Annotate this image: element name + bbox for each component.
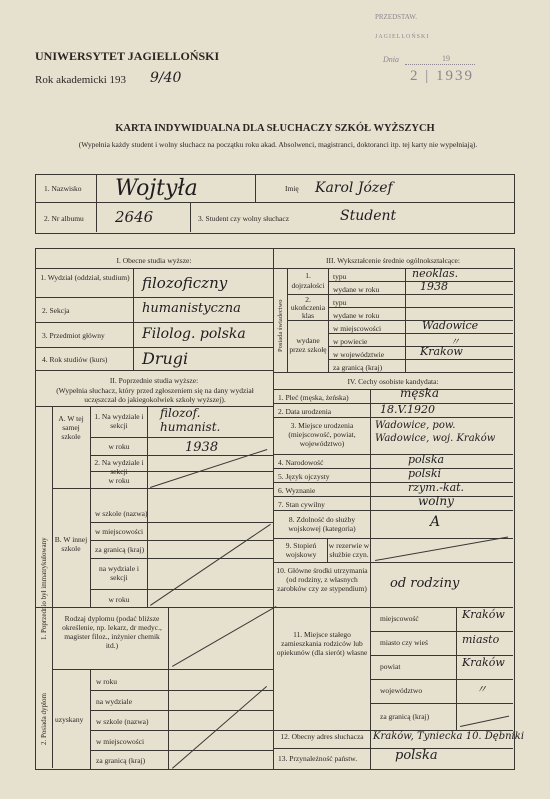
s4-r8-label: 8. Zdolność do służby wojskowej (kategoria): [288, 515, 356, 533]
s4-r10-value: od rodziny: [390, 576, 460, 591]
s1-row4-label: 4. Rok studiów (kurs): [42, 355, 108, 364]
status-label: 3. Student czy wolny słuchacz: [198, 214, 290, 223]
firstname-label: Imię: [285, 184, 299, 193]
s4-r11-label: 11. Miejsce stałego zamieszkania rodziców lub opiekunów (dla sierót) własne: [276, 630, 368, 657]
s4-res-col: [456, 607, 457, 730]
s4-r6-value: rzym.-kat.: [408, 481, 465, 494]
s2-b-line4: [90, 589, 273, 590]
s3-r5-label: w miejscowości: [333, 324, 382, 333]
stamp-line: [405, 64, 475, 65]
form-note: (Wypełnia każdy student i wolny słuchacz na początku roku akad. Absolwenci, magistranci, doktoranci itp. tej karty nie wypełniają).: [78, 140, 478, 149]
diploma-line2: [90, 710, 273, 711]
s3-vertical: Posiada świadectwo: [277, 299, 284, 352]
s4-res2-value: miasto: [462, 633, 500, 646]
s4-r9-label: 9. Stopień wojskowy: [285, 541, 317, 559]
s4-r5-label: 5. Język ojczysty: [278, 472, 330, 481]
section1-title: I. Obecne studia wyższe:: [116, 256, 192, 265]
s2-vcol: [52, 406, 53, 768]
s1-row3-value: Filolog. polska: [142, 326, 246, 342]
s4-r3-value: Wadowice, pow. Wadowice, woj. Kraków: [375, 420, 496, 444]
s2-a-row3: 2. Na wydziale i sekcji: [94, 458, 144, 476]
s4-res5-label: za granicą (kraj): [380, 712, 430, 721]
diploma-row2: na wydziale: [96, 697, 133, 706]
s3-l4: [287, 320, 513, 321]
s1-row4-value: Drugi: [142, 349, 189, 368]
diploma-line1: [90, 690, 273, 691]
s4-r2-label: 2. Data urodzenia: [278, 407, 332, 416]
s3-r7-value: Krakow: [420, 345, 463, 358]
s4-r12-value: Kraków, Tyniecka 10. Dębniki: [373, 731, 525, 742]
stamp-date: 2 | 1939: [410, 68, 475, 84]
personal-col2: [255, 174, 256, 202]
personal-col: [96, 174, 97, 232]
university-name: UNIWERSYTET JAGIELLOŃSKI: [35, 49, 220, 63]
s4-l3: [273, 454, 513, 455]
diploma-row1: w roku: [96, 677, 118, 686]
s1-line2: [35, 322, 273, 323]
s4-col: [370, 389, 371, 769]
s3-r2-label: wydane w roku: [333, 285, 380, 294]
diploma-sub-top: [52, 669, 273, 670]
main-split: [273, 248, 274, 770]
s1-row3-label: 3. Przedmiot główny: [42, 331, 105, 340]
diploma-col: [168, 607, 169, 669]
section2-note: (Wypełnia słuchacz, który przed zgłoszeniem się na dany wydział uczęszczał do jakiegokolwiek szkoły wyższej).: [56, 386, 254, 404]
diploma-row3: w szkole (nazwa): [96, 717, 149, 726]
s3-r2-value: 1938: [420, 280, 448, 293]
s2-a-value2: 1938: [185, 440, 219, 455]
s4-res-l3: [370, 679, 513, 680]
s2-a-row1: 1. Na wydziale i sekcji: [94, 412, 144, 430]
album-value: 2646: [115, 208, 154, 226]
stamp-top: PRZEDSTAW.: [375, 13, 417, 21]
s3-r3-label: typu: [333, 298, 347, 307]
diploma-label: Rodzaj dyplomu (podać bliższe określenie, np. lekarz, dr medyc., magister filoz., inżynier chemik itd.): [62, 614, 162, 650]
academic-year-value: 9/40: [150, 70, 182, 86]
s4-r5-value: polski: [408, 467, 442, 480]
s1-line0: [35, 268, 273, 269]
s4-r9-sub: w rezerwie w służbie czyn.: [328, 541, 370, 559]
status-value: Student: [340, 208, 397, 224]
s2-b-label: B. W innej szkole: [54, 535, 88, 553]
s4-r12-label: 12. Obecny adres słuchacza: [280, 732, 364, 741]
s3-r8-label: za granicą (kraj): [333, 363, 383, 372]
s4-res1-value: Kraków: [462, 608, 505, 621]
diploma-row4: w miejscowości: [96, 737, 145, 746]
diploma-uzyskany: uzyskany: [55, 715, 84, 724]
personal-divider: [35, 202, 515, 203]
s1-line1: [35, 297, 273, 298]
s2-a-row4: w roku: [108, 476, 130, 485]
s2-b-row4: na wydziale i sekcji: [99, 564, 139, 582]
s2-b-line1: [90, 522, 273, 523]
s3-r6-label: w powiecie: [333, 337, 368, 346]
diploma-line3: [90, 730, 273, 731]
section2-title: II. Poprzednie studia wyższe:: [109, 376, 199, 385]
s1-line3: [35, 347, 273, 348]
s4-l8: [273, 538, 513, 539]
s4-r1-value: męska: [400, 386, 440, 400]
s4-l12: [273, 748, 513, 749]
s4-l6: [273, 496, 513, 497]
s1-line4: [35, 370, 273, 371]
s4-r13-label: 13. Przynależność państw.: [278, 754, 358, 763]
s4-r7-label: 7. Stan cywilny: [278, 500, 325, 509]
s2-b-line3: [90, 558, 273, 559]
s1-row2-label: 2. Sekcja: [42, 306, 70, 315]
diploma-row5: za granicą (kraj): [96, 756, 146, 765]
s2-b-row3: za granicą (kraj): [95, 545, 145, 554]
s2-ab-split: [52, 488, 273, 489]
s4-res2-label: miasto czy wieś: [380, 638, 428, 647]
s3-r6-value: 〃: [450, 337, 460, 348]
s4-r4-value: polska: [408, 453, 445, 466]
s1-row1-label: 1. Wydział (oddział, studium): [40, 273, 130, 282]
s3-group3: wydane przez szkołę: [289, 336, 327, 354]
s4-r7-value: wolny: [418, 494, 454, 508]
s4-topline: [273, 389, 513, 390]
s3-group2: 2. ukończenia klas: [290, 295, 326, 320]
form-title: KARTA INDYWIDUALNA DLA SŁUCHACZY SZKÓŁ WYŻSZYCH: [115, 123, 435, 134]
s1-row1-value: filozoficzny: [142, 274, 228, 292]
s2-a-col: [147, 406, 148, 607]
s4-res3-value: Kraków: [462, 656, 505, 669]
s4-r8-value: A: [430, 514, 441, 530]
s4-l4: [273, 468, 513, 469]
s2-b-row5: w roku: [108, 595, 130, 604]
s4-r13-value: polska: [395, 748, 438, 763]
s4-res-l4: [370, 703, 513, 704]
s3-r1-label: typu: [333, 272, 347, 281]
s4-r4-label: 4. Narodowość: [278, 458, 324, 467]
s4-r2-value: 18.V.1920: [380, 403, 436, 416]
s3-group1: 1. dojrzałości: [291, 271, 325, 290]
s3-r5-value: Wadowice: [422, 319, 479, 332]
s4-res3-label: powiat: [380, 662, 401, 671]
s4-l7: [273, 510, 513, 511]
stamp-sub: JAGIELLOŃSKI: [375, 34, 430, 40]
diploma-line4: [90, 750, 273, 751]
s2-b-row1: w szkole (nazwa): [95, 509, 148, 518]
diploma-vertical: 2. Posiada dyplom: [40, 693, 48, 745]
personal-box: [35, 174, 515, 234]
firstname-value: Karol Józef: [315, 180, 393, 196]
s2-b-row2: w miejscowości: [95, 527, 144, 536]
s3-r1-value: neoklas.: [412, 267, 459, 280]
s3-l3: [328, 307, 513, 308]
s3-bottom: [273, 372, 513, 373]
s3-topline: [273, 268, 513, 269]
s4-l9: [273, 562, 513, 563]
s4-l2: [273, 417, 513, 418]
stamp-dnia: Dnia: [383, 55, 399, 64]
s2-vertical-label: 1. Poprzednio był immatrykulowany: [40, 537, 48, 640]
s3-l7: [328, 359, 513, 360]
s4-r6-label: 6. Wyznanie: [278, 486, 316, 495]
s4-r3-label: 3. Miejsce urodzenia (miejscowość, powiat, województwo): [288, 421, 356, 448]
s2-diploma-top: [35, 607, 273, 608]
s4-r1-label: 1. Płeć (męska, żeńska): [278, 393, 349, 402]
section3-title: III. Wykształcenie średnie ogólnokształcące:: [326, 256, 460, 265]
album-label: 2. Nr albumu: [44, 214, 84, 223]
personal-col3: [190, 202, 191, 232]
s4-r10-label: 10. Główne środki utrzymania (od rodziny, z własnych zarobków czy ze stypendium): [276, 566, 368, 593]
s3-r7-label: w województwie: [333, 350, 385, 359]
s2-a-value1: filozof. humanist.: [160, 406, 221, 434]
s3-l2: [287, 294, 513, 295]
s4-l5: [273, 482, 513, 483]
s1-row2-value: humanistyczna: [142, 301, 241, 316]
surname-value: Wojtyła: [115, 176, 198, 201]
s3-l5: [328, 333, 513, 334]
academic-year-label: Rok akademicki 193: [35, 74, 127, 86]
s4-res4-label: województwo: [380, 686, 423, 695]
s2-a-row2: w roku: [108, 442, 130, 451]
s4-res1-label: miejscowość: [380, 614, 419, 623]
s4-res-l1: [370, 631, 513, 632]
s2-a-line1: [90, 437, 273, 438]
section4-title: IV. Cechy osobiste kandydata:: [347, 377, 439, 386]
surname-label: 1. Nazwisko: [44, 184, 82, 193]
stamp-19: 19: [442, 54, 450, 63]
s2-a-label: A. W tej samej szkole: [58, 414, 84, 441]
s4-res4-value: 〃: [476, 683, 487, 696]
diploma-sub-col: [90, 669, 91, 770]
diploma-sub-col2: [168, 669, 169, 770]
s1-col: [133, 268, 134, 370]
s3-r4-label: wydane w roku: [333, 311, 380, 320]
